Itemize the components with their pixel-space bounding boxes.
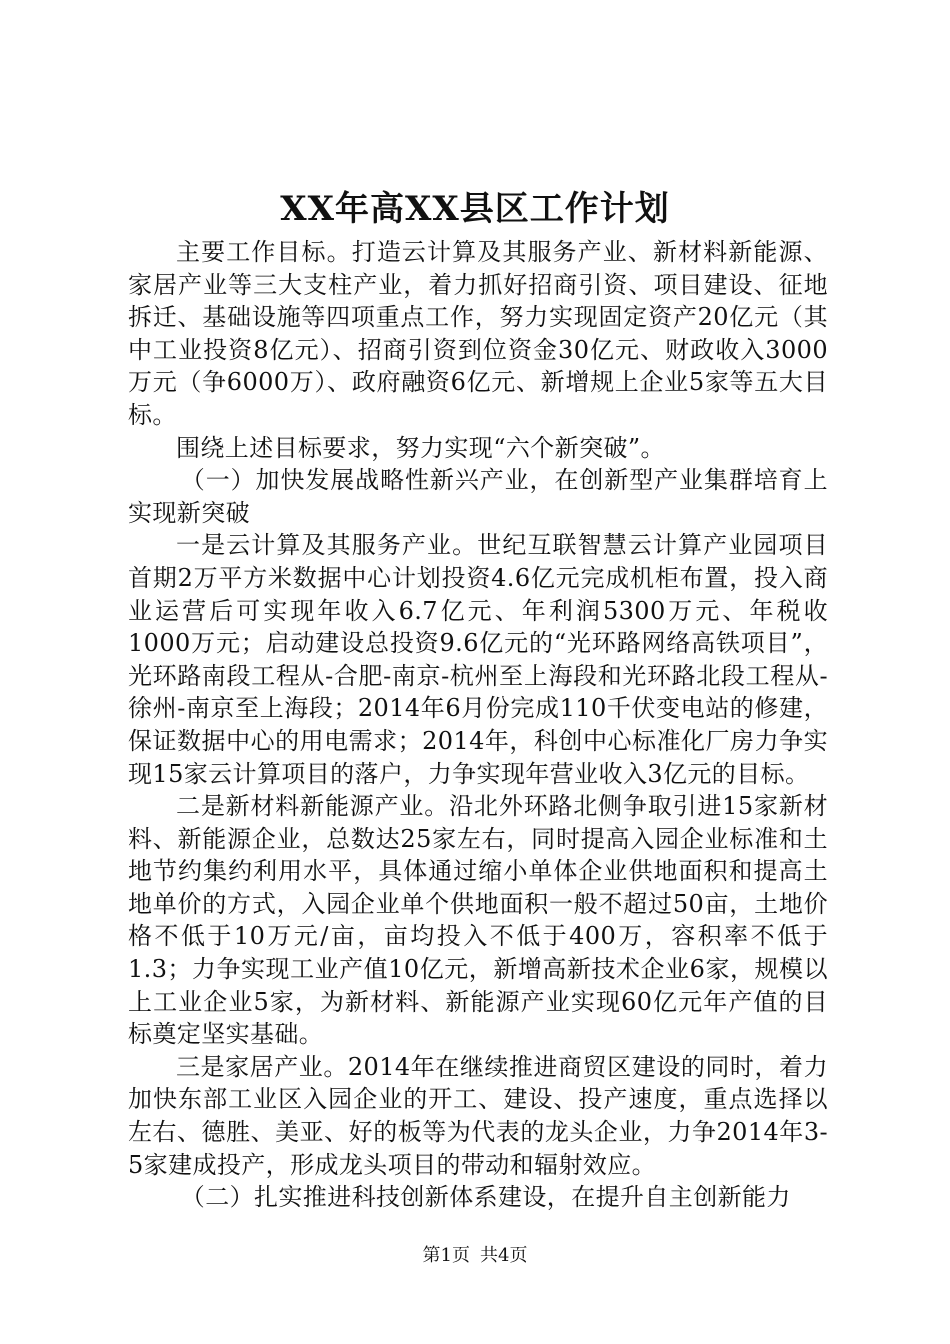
- paragraph-new-materials: 二是新材料新能源产业。沿北外环路北侧争取引进15家新材料、新能源企业，总数达25家左右，同时提高入园企业标准和土地节约集约利用水平，具体通过缩小单体企业供地面积和提高土地单价的方式，入园企业单个供地面积一般不超过50亩，土地价格不低于10万元/亩，亩均投入不低于400万，容积率不低于1.3；力争实现工业产值10亿元，新增高新技术企业6家，规模以上工业企业5家，为新材料、新能源产业实现60亿元年产值的目标奠定坚实基础。: [128, 792, 828, 1049]
- document-body: [128, 236, 828, 1214]
- paragraph-cloud-computing: 一是云计算及其服务产业。世纪互联智慧云计算产业园项目首期2万平方米数据中心计划投资4.6亿元完成机柜布置，投入商业运营后可实现年收入6.7亿元、年利润5300万元、年税收1000万元；启动建设总投资9.6亿元的“光环路网络高铁项目”，光环路南段工程从-合肥-南京-杭州至上海段和光环路北段工程从-徐州-南京至上海段；2014年6月份完成110千伏变电站的修建，保证数据中心的用电需求；2014年，科创中心标准化厂房力争实现15家云计算项目的落户，力争实现年营业收入3亿元的目标。: [128, 531, 828, 788]
- section-heading-2: （二）扎实推进科技创新体系建设，在提升自主创新能力: [180, 1183, 791, 1212]
- section-heading-1: （一）加快发展战略性新兴产业，在创新型产业集群培育上实现新突破: [128, 466, 828, 527]
- paragraph-six-breakthroughs: 围绕上述目标要求，努力实现“六个新突破”。: [176, 433, 665, 462]
- page-footer: [0, 1244, 950, 1268]
- paragraph-main-goals: 主要工作目标。打造云计算及其服务产业、新材料新能源、家居产业等三大支柱产业，着力抓好招商引资、项目建设、征地拆迁、基础设施等四项重点工作，努力实现固定资产20亿元（其中工业投资8亿元）、招商引资到位资金30亿元、财政收入3000万元（争6000万）、政府融资6亿元、新增规上企业5家等五大目标。: [128, 238, 828, 429]
- page-number-total: 共4页: [480, 1245, 528, 1266]
- paragraph-home-furnishing: 三是家居产业。2014年在继续推进商贸区建设的同时，着力加快东部工业区入园企业的开工、建设、投产速度，重点选择以左右、德胜、美亚、好的板等为代表的龙头企业，力争2014年3-5家建成投产，形成龙头项目的带动和辐射效应。: [128, 1052, 828, 1179]
- document-title: XX年高XX县区工作计划: [280, 189, 670, 229]
- page-number-current: 第1页: [422, 1245, 470, 1266]
